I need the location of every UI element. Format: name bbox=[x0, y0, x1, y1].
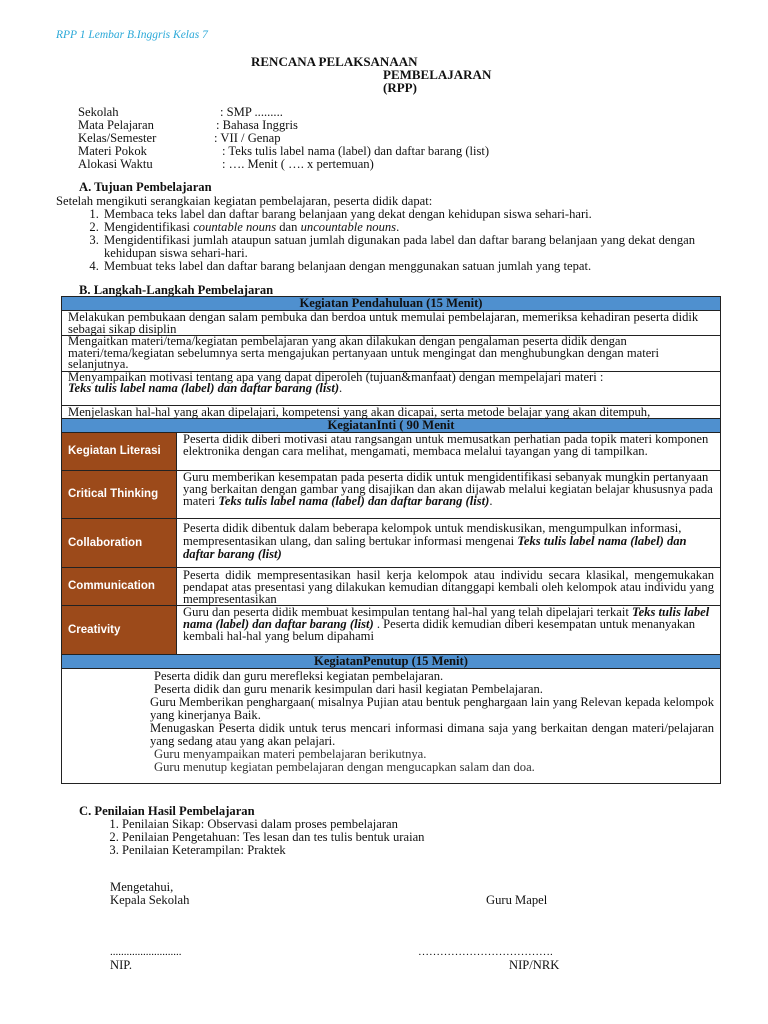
document-title-line3: (RPP) bbox=[383, 80, 417, 95]
signature-teacher-nip: NIP/NRK bbox=[509, 958, 560, 972]
signature-principal-title: Kepala Sekolah bbox=[110, 893, 190, 907]
pendahuluan-row: Mengaitkan materi/tema/kegiatan pembelajaran yang akan dilakukan dengan pengalaman peserta didik dengan materi/tema/kegiatan sebelumnya serta mengajukan pertanyaan untuk mengingat dan menghubungkan dengan materi selanjutnya. bbox=[62, 336, 720, 372]
inti-row bbox=[62, 433, 720, 471]
section-b-heading: B. Langkah-Langkah Pembelajaran bbox=[79, 283, 274, 297]
signature-principal-dots: .......................... bbox=[110, 946, 182, 958]
signature-principal-nip: NIP. bbox=[110, 958, 133, 972]
inti-row bbox=[62, 471, 720, 519]
identity-value-mapel: : Bahasa Inggris bbox=[216, 118, 298, 132]
inti-label-creativity: Creativity bbox=[62, 606, 177, 654]
objective-item: 3. Mengidentifikasi jumlah ataupun satuan jumlah digunakan pada label dan daftar barang belanjaan yang dekat dengan kehidupan siswa sehari-hari. bbox=[102, 234, 742, 260]
penutup-line: Menugaskan Peserta didik untuk terus mencari informasi dimana saja yang berkaitan dengan materi/pelajaran yang sedang atau yang akan pelajari. bbox=[150, 721, 714, 748]
inti-label-communication: Communication bbox=[62, 568, 177, 605]
pendahuluan-row: Melakukan pembukaan dengan salam pembuka dan berdoa untuk memulai pembelajaran, memeriksa kehadiran peserta didik sebagai sikap disiplin bbox=[62, 311, 720, 336]
penutup-line: Peserta didik dan guru merefleksi kegiatan pembelajaran. bbox=[154, 669, 444, 683]
identity-label-sekolah: Sekolah bbox=[78, 105, 119, 119]
motivation-text: Menyampaikan motivasi tentang apa yang dapat diperoleh (tujuan&manfaat) dengan mempelajari materi : bbox=[68, 369, 604, 384]
section-a-intro: Setelah mengikuti serangkaian kegiatan pembelajaran, peserta didik dapat: bbox=[56, 194, 433, 208]
penutup-line: Guru menyampaikan materi pembelajaran berikutnya. bbox=[154, 747, 427, 761]
identity-label-mapel: Mata Pelajaran bbox=[78, 118, 154, 132]
pendahuluan-band: Kegiatan Pendahuluan (15 Menit) bbox=[62, 297, 720, 311]
identity-value-alokasi: : …. Menit ( …. x pertemuan) bbox=[222, 157, 374, 171]
inti-label-collaboration: Collaboration bbox=[62, 519, 177, 567]
pendahuluan-row: Menjelaskan hal-hal yang akan dipelajari, kompetensi yang akan dicapai, serta metode belajar yang akan ditempuh, bbox=[62, 406, 720, 420]
document-title-line1: RENCANA PELAKSANAAN bbox=[251, 54, 418, 69]
document-title-line2: PEMBELAJARAN bbox=[383, 67, 492, 82]
header-note: RPP 1 Lembar B.Inggris Kelas 7 bbox=[56, 29, 208, 41]
inti-label-literasi: Kegiatan Literasi bbox=[62, 433, 177, 470]
inti-desc-literasi: Peserta didik diberi motivasi atau rangsangan untuk memusatkan perhatian pada topik materi komponen elektronika dengan cara melihat, mengamati, membaca melalui tayangan yang di tampilkan. bbox=[183, 432, 709, 458]
pendahuluan-row: Menyampaikan motivasi tentang apa yang dapat diperoleh (tujuan&manfaat) dengan mempelajari materi : Teks tulis label nama (label) dan daftar barang (list). bbox=[62, 372, 720, 406]
objective-item: 4. Membuat teks label dan daftar barang belanjaan dengan menggunakan satuan jumlah yang tepat. bbox=[102, 260, 742, 273]
identity-value-kelas: : VII / Genap bbox=[214, 131, 281, 145]
assessment-item: 2. Penilaian Pengetahuan: Tes lesan dan tes tulis bentuk uraian bbox=[122, 831, 424, 844]
inti-desc-critical-thinking: Guru memberikan kesempatan pada peserta didik untuk mengidentifikasi sebanyak mungkin pertanyaan yang berkaitan dengan gambar yang disajikan dan akan dijawab melalui kegiatan belajar khususnya pada materi Teks tulis label nama (label) dan daftar barang (list). bbox=[183, 470, 713, 508]
section-a-heading: A. Tujuan Pembelajaran bbox=[79, 180, 212, 194]
objective-item: 1. Membaca teks label dan daftar barang belanjaan yang dekat dengan kehidupan siswa sehari-hari. bbox=[102, 208, 742, 221]
inti-label-critical-thinking: Critical Thinking bbox=[62, 471, 177, 518]
identity-value-sekolah: : SMP ......... bbox=[220, 105, 283, 119]
inti-row bbox=[62, 606, 720, 654]
assessment-item: 1. Penilaian Sikap: Observasi dalam proses pembelajaran bbox=[122, 818, 424, 831]
penutup-line: Guru menutup kegiatan pembelajaran dengan mengucapkan salam dan doa. bbox=[154, 760, 535, 774]
signature-known: Mengetahui, bbox=[110, 880, 174, 894]
penutup-line: Peserta didik dan guru menarik kesimpulan dari hasil kegiatan Pembelajaran. bbox=[154, 682, 543, 696]
penutup-band: KegiatanPenutup (15 Menit) bbox=[62, 654, 720, 669]
assessment-item: 3. Penilaian Keterampilan: Praktek bbox=[122, 844, 424, 857]
inti-desc-collaboration: Peserta didik dibentuk dalam beberapa kelompok untuk mendiskusikan, mengumpulkan informasi, mempresentasikan ulang, dan saling bertukar informasi mengenai Teks tulis label nama (label) dan daftar barang (list) bbox=[183, 521, 687, 561]
identity-label-alokasi: Alokasi Waktu bbox=[78, 157, 153, 171]
signature-teacher-title: Guru Mapel bbox=[486, 893, 548, 907]
inti-desc-communication: Peserta didik mempresentasikan hasil kerja kelompok atau individu secara klasikal, mengemukakan pendapat atas presentasi yang dilakukan kemudian ditanggapi kembali oleh kelompok atau individu yang mempresentasikan bbox=[183, 568, 714, 606]
learning-steps-table bbox=[61, 296, 721, 784]
penutup-line: Guru Memberikan penghargaan( misalnya Pujian atau bentuk penghargaan lain yang Relevan kepada kelompok yang kinerjanya Baik. bbox=[150, 695, 714, 722]
signature-teacher-dots: ………………………………. bbox=[418, 946, 553, 958]
identity-label-kelas: Kelas/Semester bbox=[78, 131, 157, 145]
identity-value-materi: : Teks tulis label nama (label) dan daftar barang (list) bbox=[222, 144, 490, 158]
motivation-topic: Teks tulis label nama (label) dan daftar barang (list) bbox=[68, 381, 340, 395]
objective-item: 2. Mengidentifikasi countable nouns dan uncountable nouns. bbox=[102, 221, 742, 234]
inti-band: KegiatanInti ( 90 Menit bbox=[62, 419, 720, 433]
penutup-cell bbox=[62, 669, 720, 783]
inti-row bbox=[62, 519, 720, 568]
assessment-list bbox=[100, 818, 424, 857]
objectives-list bbox=[80, 208, 742, 273]
inti-desc-creativity: Guru dan peserta didik membuat kesimpulan tentang hal-hal yang telah dipelajari terkait Teks tulis label nama (label) dan daftar barang (list) . Peserta didik kemudian diberi kesempatan untuk menanyakan kembali hal-hal yang belum dipahami bbox=[183, 605, 710, 643]
inti-row bbox=[62, 568, 720, 606]
identity-label-materi: Materi Pokok bbox=[78, 144, 147, 158]
section-c-heading: C. Penilaian Hasil Pembelajaran bbox=[79, 804, 255, 818]
